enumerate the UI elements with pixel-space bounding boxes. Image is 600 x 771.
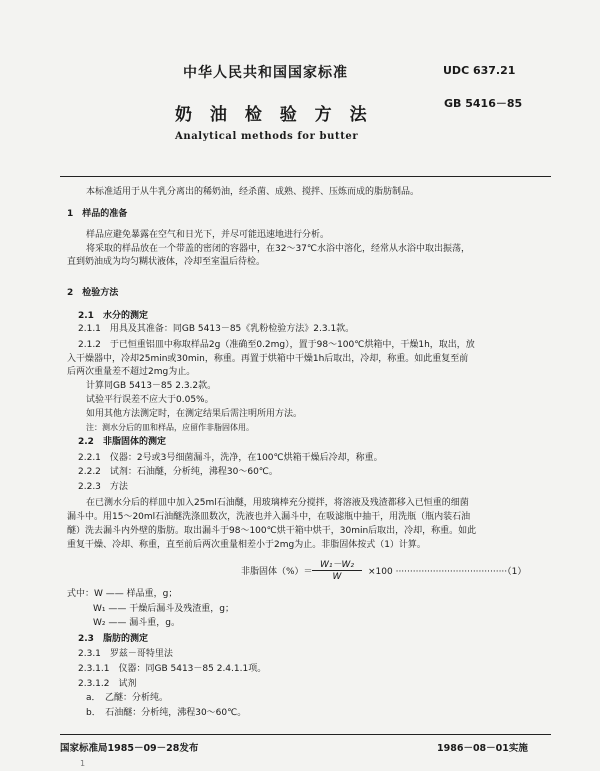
formula-fraction-bar [312, 570, 362, 571]
section-2-1-heading: 2.1 水分的测定 [78, 311, 148, 321]
formula-lhs: 非脂固体（%）＝ [241, 567, 313, 577]
item-2-1-2-line-3: 后两次重量差不超过2mg为止。 [67, 367, 196, 377]
intro-paragraph: 本标准适用于从牛乳分离出的稀奶油，经杀菌、成熟、搅拌、压炼而成的脂肪制品。 [86, 187, 420, 197]
formula-numerator: W₁－W₂ [319, 560, 354, 570]
item-2-3-1-1: 2.3.1.1 仪器：同GB 5413－85 2.4.1.1项。 [78, 664, 267, 674]
header-divider [60, 176, 551, 177]
where-w2: W₂ —— 漏斗重，g。 [93, 618, 180, 628]
formula-denominator: W [332, 572, 342, 582]
section-2-heading: 2 检验方法 [67, 288, 119, 298]
gb-standard-number: GB 5416－85 [444, 97, 523, 110]
reagent-b: b． 石油醚：分析纯，沸程30～60℃。 [86, 708, 247, 718]
document-title-english: Analytical methods for butter [175, 131, 359, 142]
section-1-paragraph-1: 样品应避免暴露在空气和日光下，并尽可能迅速地进行分析。 [86, 230, 330, 240]
footnote: 注：测水分后的皿和样品，应留作非脂固体用。 [86, 423, 254, 432]
formula-rhs: ×100 ·······································（1） [368, 567, 527, 577]
method-line-1: 在已测水分后的样皿中加入25ml石油醚，用玻璃棒充分搅拌，将溶液及残渣都移入已恒重的细菌 [86, 498, 469, 508]
page-number: 1 [80, 759, 86, 768]
section-1-heading: 1 样品的准备 [67, 209, 128, 219]
section-2-3-heading: 2.3 脂肪的测定 [78, 634, 148, 644]
method-line-2: 漏斗中。用15～20ml石油醚洗涤皿数次，洗液也并入漏斗中，在吸滤瓶中抽干，用洗瓶（瓶内装石油 [67, 512, 471, 522]
udc-code: UDC 637.21 [443, 64, 516, 77]
where-w: 式中：W —— 样品重，g； [67, 589, 178, 599]
item-2-2-1: 2.2.1 仪器：2号或3号细菌漏斗，洗净，在100℃烘箱干燥后冷却，称重。 [78, 453, 383, 463]
method-line-4: 重复干燥、冷却、称重，直至前后两次重量相差小于2mg为止。非脂固体按式（1）计算。 [67, 540, 426, 550]
item-2-1-2-line-2: 入干燥器中，冷却25min或30min，称重。再置于烘箱中干燥1h后取出，冷却，称重。如此重复至前 [67, 354, 469, 364]
section-1-paragraph-2-line-2: 直到奶油成为均匀糊状液体，冷却至室温后待检。 [67, 257, 266, 267]
section-1-paragraph-2-line-1: 将采取的样品放在一个带盖的密闭的容器中，在32～37℃水浴中溶化，经常从水浴中取出振荡， [86, 244, 471, 254]
effective-date: 1986－08－01实施 [437, 743, 528, 754]
item-2-2-2: 2.2.2 试剂：石油醚，分析纯，沸程30～60℃。 [78, 467, 278, 477]
item-2-2-3: 2.2.3 方法 [78, 482, 128, 492]
issue-date: 国家标准局1985－09－28发布 [60, 743, 199, 754]
reagent-a: a． 乙醚：分析纯。 [86, 693, 169, 703]
item-2-1-2-line-1: 2.1.2 于已恒重铝皿中称取样品2g（准确至0.2mg），置于98～100℃烘箱中，干燥1h，取出，放 [78, 340, 475, 350]
item-2-3-1: 2.3.1 罗兹－哥特里法 [78, 649, 173, 659]
method-line-3: 醚）洗去漏斗内外壁的脂肪。取出漏斗于98～100℃烘干箱中烘干，30min后取出，冷却，称重。如此 [67, 526, 477, 536]
calculation-note: 计算同GB 5413－85 2.3.2款。 [86, 381, 217, 391]
repeatability-note: 试验平行误差不应大于0.05%。 [86, 395, 214, 405]
item-2-1-1: 2.1.1 用具及其准备：同GB 5413－85《乳粉检验方法》2.3.1款。 [78, 324, 355, 334]
section-2-2-heading: 2.2 非脂固体的测定 [78, 437, 166, 447]
where-w1: W₁ —— 干燥后漏斗及残渣重，g； [93, 604, 234, 614]
footer-divider [60, 734, 551, 735]
item-2-3-1-2: 2.3.1.2 试剂 [78, 679, 137, 689]
other-method-note: 如用其他方法测定时，在测定结果后需注明所用方法。 [86, 409, 303, 419]
document-title: 奶 油 检 验 方 法 [175, 105, 373, 125]
standard-org-title: 中华人民共和国国家标准 [183, 65, 348, 81]
